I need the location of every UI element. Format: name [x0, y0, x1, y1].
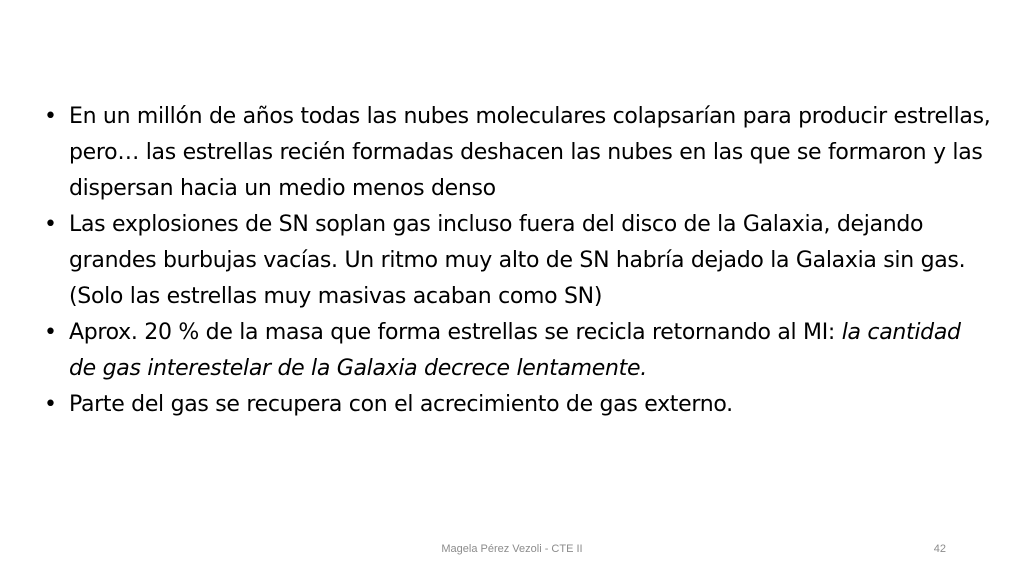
bullet-item-4 — [44, 387, 994, 423]
bullet-list — [44, 99, 994, 423]
bullet-text-1: En un millón de años todas las nubes moleculares colapsarían para producir estrellas, pero… las estrellas recién formadas deshacen las nubes en las que se formaron y las dispersan hacia un medio menos denso — [69, 104, 991, 201]
bullet-dot-icon: • — [44, 104, 57, 129]
bullet-item-3 — [44, 315, 994, 387]
footer-author: Magela Pérez Vezoli - CTE II — [441, 543, 583, 555]
bullet-dot-icon: • — [44, 212, 57, 237]
bullet-item-1 — [44, 99, 994, 207]
bullet-dot-icon: • — [44, 320, 57, 345]
bullet-text-3-italic: la cantidad de gas interestelar de la Galaxia decrece lentamente. — [69, 320, 961, 381]
bullet-dot-icon: • — [44, 392, 57, 417]
bullet-item-2 — [44, 207, 994, 315]
bullet-text-4: Parte del gas se recupera con el acrecimiento de gas externo. — [69, 392, 733, 417]
bullet-text-2: Las explosiones de SN soplan gas incluso fuera del disco de la Galaxia, dejando grandes burbujas vacías. Un ritmo muy alto de SN habría dejado la Galaxia sin gas. (Solo las estrellas muy masivas acaban como SN) — [69, 212, 966, 309]
footer-page-number: 42 — [933, 543, 946, 555]
bullet-text-3: Aprox. 20 % de la masa que forma estrellas se recicla retornando al MI: — [69, 320, 842, 345]
